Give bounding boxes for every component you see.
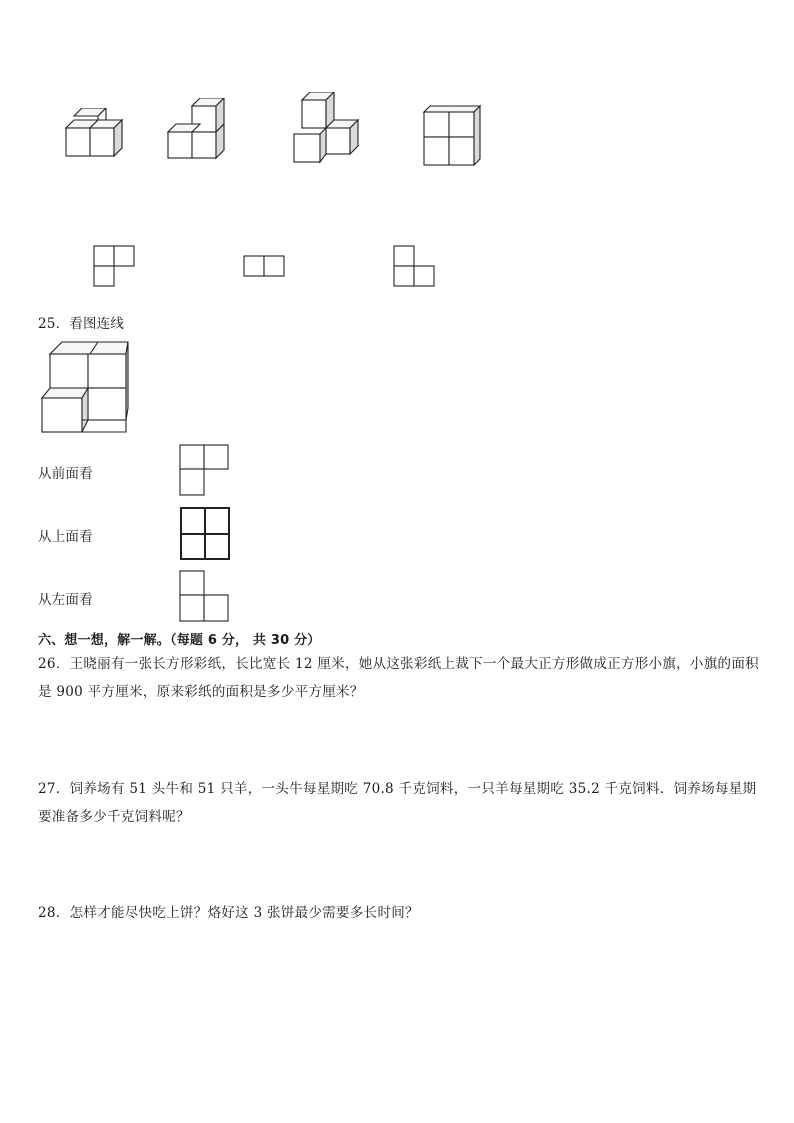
- cube-solid-4: [418, 104, 488, 170]
- question-26: 26．王晓丽有一张长方形彩纸，长比宽长 12 厘米，她从这张彩纸上裁下一个最大正方形做成正方形小旗，小旗的面积是 900 平方厘米，原来彩纸的面积是多少平方厘米？: [38, 656, 759, 700]
- top-view-shape: [178, 505, 234, 563]
- front-view-label: 从前面看: [38, 466, 93, 482]
- left-view-shape: [178, 569, 232, 625]
- front-view-shape: [178, 443, 232, 497]
- cube-solid-2: [162, 98, 232, 162]
- left-view-label: 从左面看: [38, 592, 93, 608]
- cube-solid-3: [288, 92, 364, 164]
- view-shape-3: [392, 244, 438, 288]
- question-25-title: 25．看图连线: [38, 316, 125, 332]
- view-shape-1: [92, 244, 138, 288]
- top-view-label: 从上面看: [38, 529, 93, 545]
- view-shape-2: [242, 254, 288, 280]
- stacked-cubes-figure: [36, 338, 134, 438]
- section-6-heading: 六、想一想，解一解。（每题 6 分， 共 30 分）: [38, 633, 321, 648]
- cube-solid-1: [60, 108, 130, 160]
- question-27: 27．饲养场有 51 头牛和 51 只羊，一头牛每星期吃 70.8 千克饲料，一只羊每星期吃 35.2 千克饲料．饲养场每星期要准备多少千克饲料呢？: [38, 781, 757, 825]
- question-28: 28．怎样才能尽快吃上饼？烙好这 3 张饼最少需要多长时间？: [38, 905, 419, 921]
